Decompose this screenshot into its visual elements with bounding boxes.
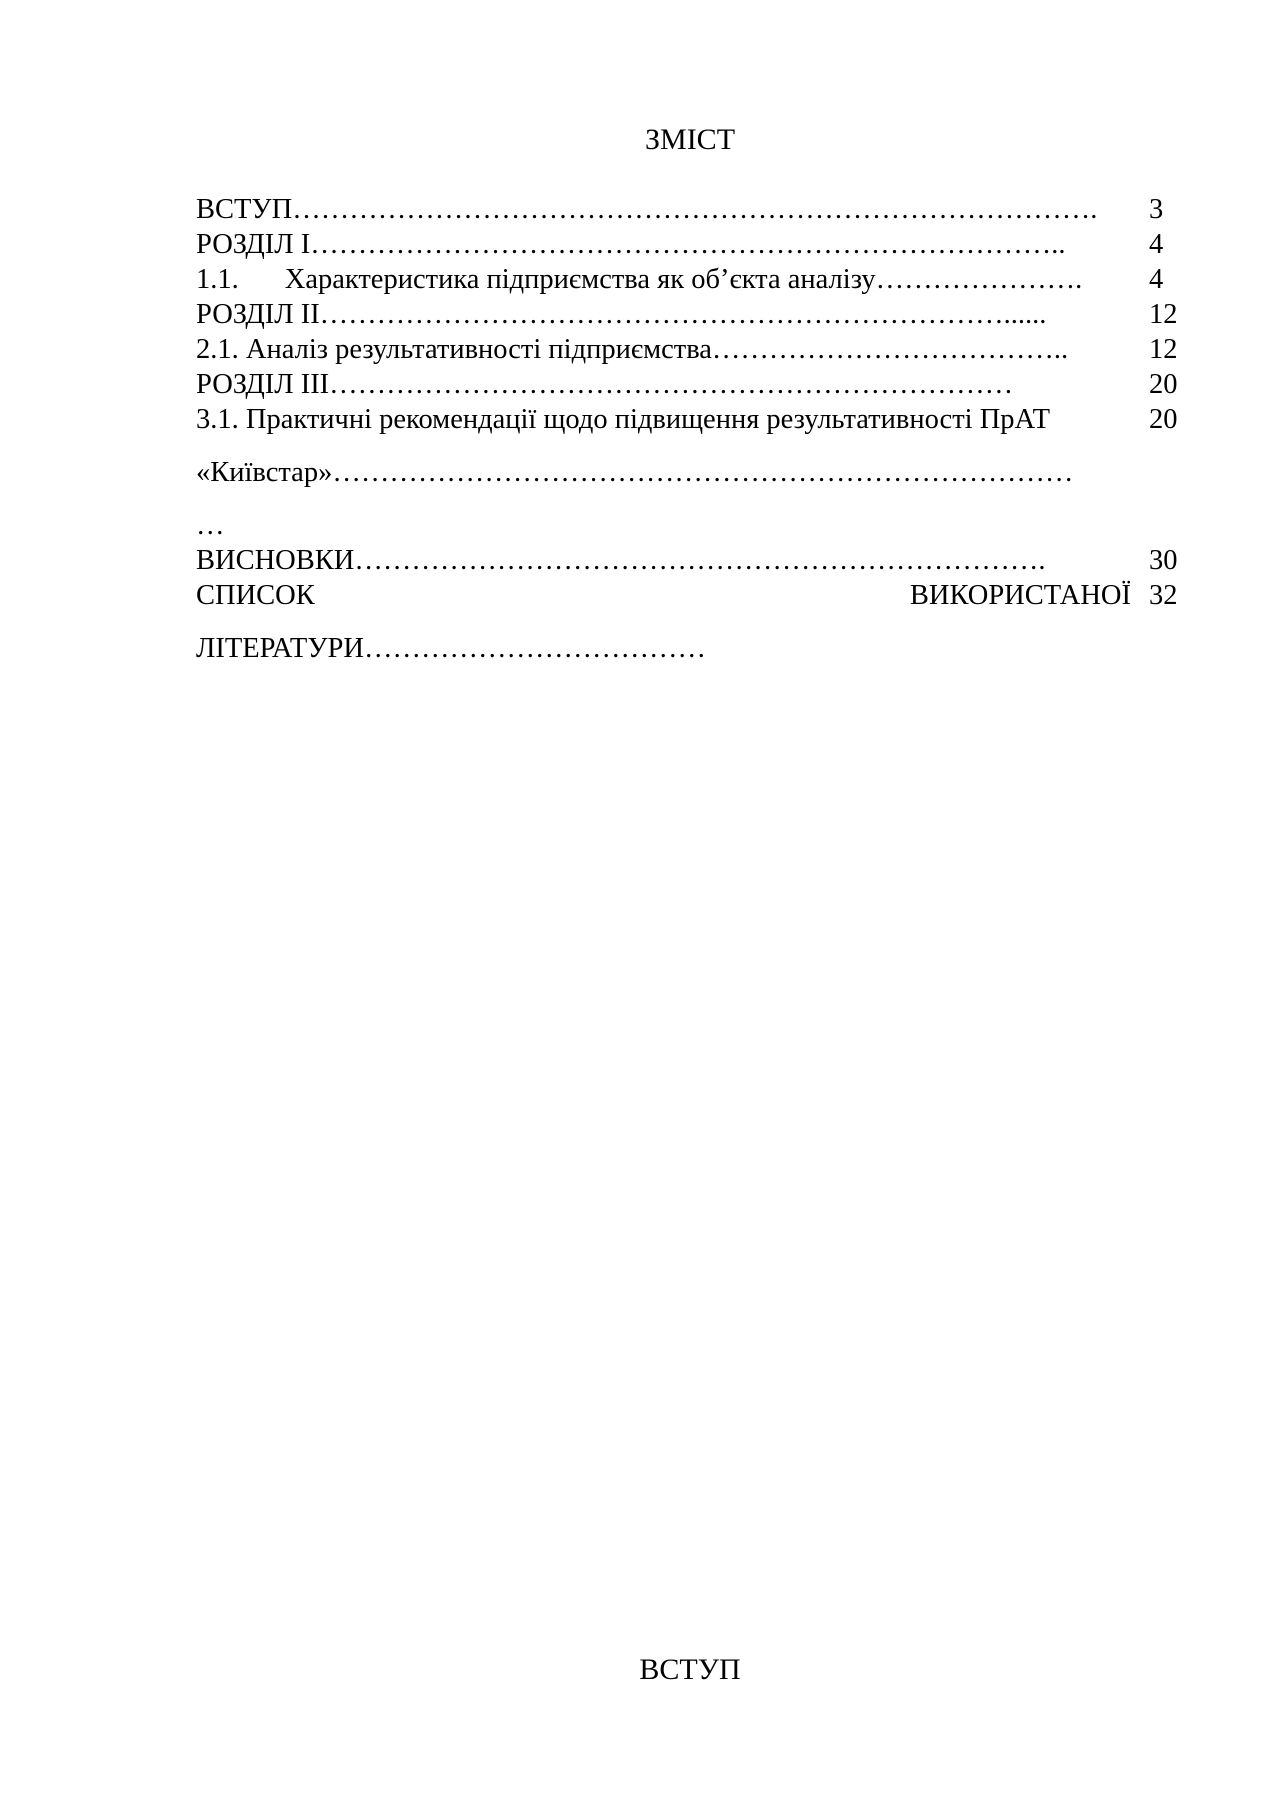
table-of-contents: [196, 192, 1196, 666]
toc-entry-title: ВСТУП………………………………………………………………………….: [196, 194, 1098, 225]
toc-entry-title: РОЗДІЛ I……………………………………………………………………..: [196, 229, 1066, 260]
toc-entry-continuation: [196, 631, 1196, 666]
toc-entry-title: …: [196, 510, 225, 541]
toc-entry: [196, 297, 1196, 332]
toc-heading: ЗМІСТ: [644, 123, 736, 156]
toc-entry-page: 20: [1149, 369, 1178, 400]
toc-entry-page: 32: [1149, 580, 1178, 611]
toc-entry-page: 4: [1149, 264, 1164, 295]
toc-entry-page: 12: [1149, 334, 1178, 365]
toc-entry-title: 3.1. Практичні рекомендації щодо підвищення результативності ПрАТ: [196, 404, 1051, 435]
toc-entry-page: 4: [1149, 229, 1164, 260]
toc-entry: [196, 367, 1196, 402]
toc-entry-title: «Київстар»……………………………………………………………………: [196, 457, 1074, 488]
toc-entry: [196, 227, 1196, 262]
toc-entry: [196, 332, 1196, 367]
toc-entry-title-wrap: [196, 262, 1131, 297]
toc-entry-page: 12: [1149, 299, 1178, 330]
toc-entry-continuation: [196, 508, 1196, 543]
toc-entry: [196, 192, 1196, 227]
toc-entry: [196, 543, 1196, 578]
toc-entry-page: 20: [1149, 404, 1178, 435]
toc-entry-title: РОЗДІЛ III………………………………………………………………: [196, 369, 1014, 400]
toc-entry-number: 1.1.: [196, 264, 239, 295]
toc-entry-title-left: СПИСОК: [196, 580, 315, 611]
toc-entry: [196, 402, 1196, 455]
toc-entry-title: Характеристика підприємства як об’єкта аналізу………………….: [284, 264, 1083, 295]
toc-entry-page: 30: [1149, 545, 1178, 576]
toc-entry-title-wrap: [196, 578, 1131, 613]
toc-entry-title: 2.1. Аналіз результативності підприємства………………………………..: [196, 334, 1069, 365]
toc-entry-continuation: [196, 455, 1196, 508]
section-heading-intro: ВСТУП: [639, 1653, 741, 1686]
toc-entry: [196, 262, 1196, 297]
toc-entry-title: ЛІТЕРАТУРИ………………………………: [196, 633, 706, 664]
toc-entry-title-right: ВИКОРИСТАНОЇ: [909, 580, 1131, 611]
toc-entry-page: 3: [1149, 194, 1164, 225]
toc-entry-title: РОЗДІЛ II………………………………………………………………......: [196, 299, 1047, 330]
toc-entry: [196, 578, 1196, 631]
toc-entry-title: ВИСНОВКИ……………………………………………………………….: [196, 545, 1046, 576]
